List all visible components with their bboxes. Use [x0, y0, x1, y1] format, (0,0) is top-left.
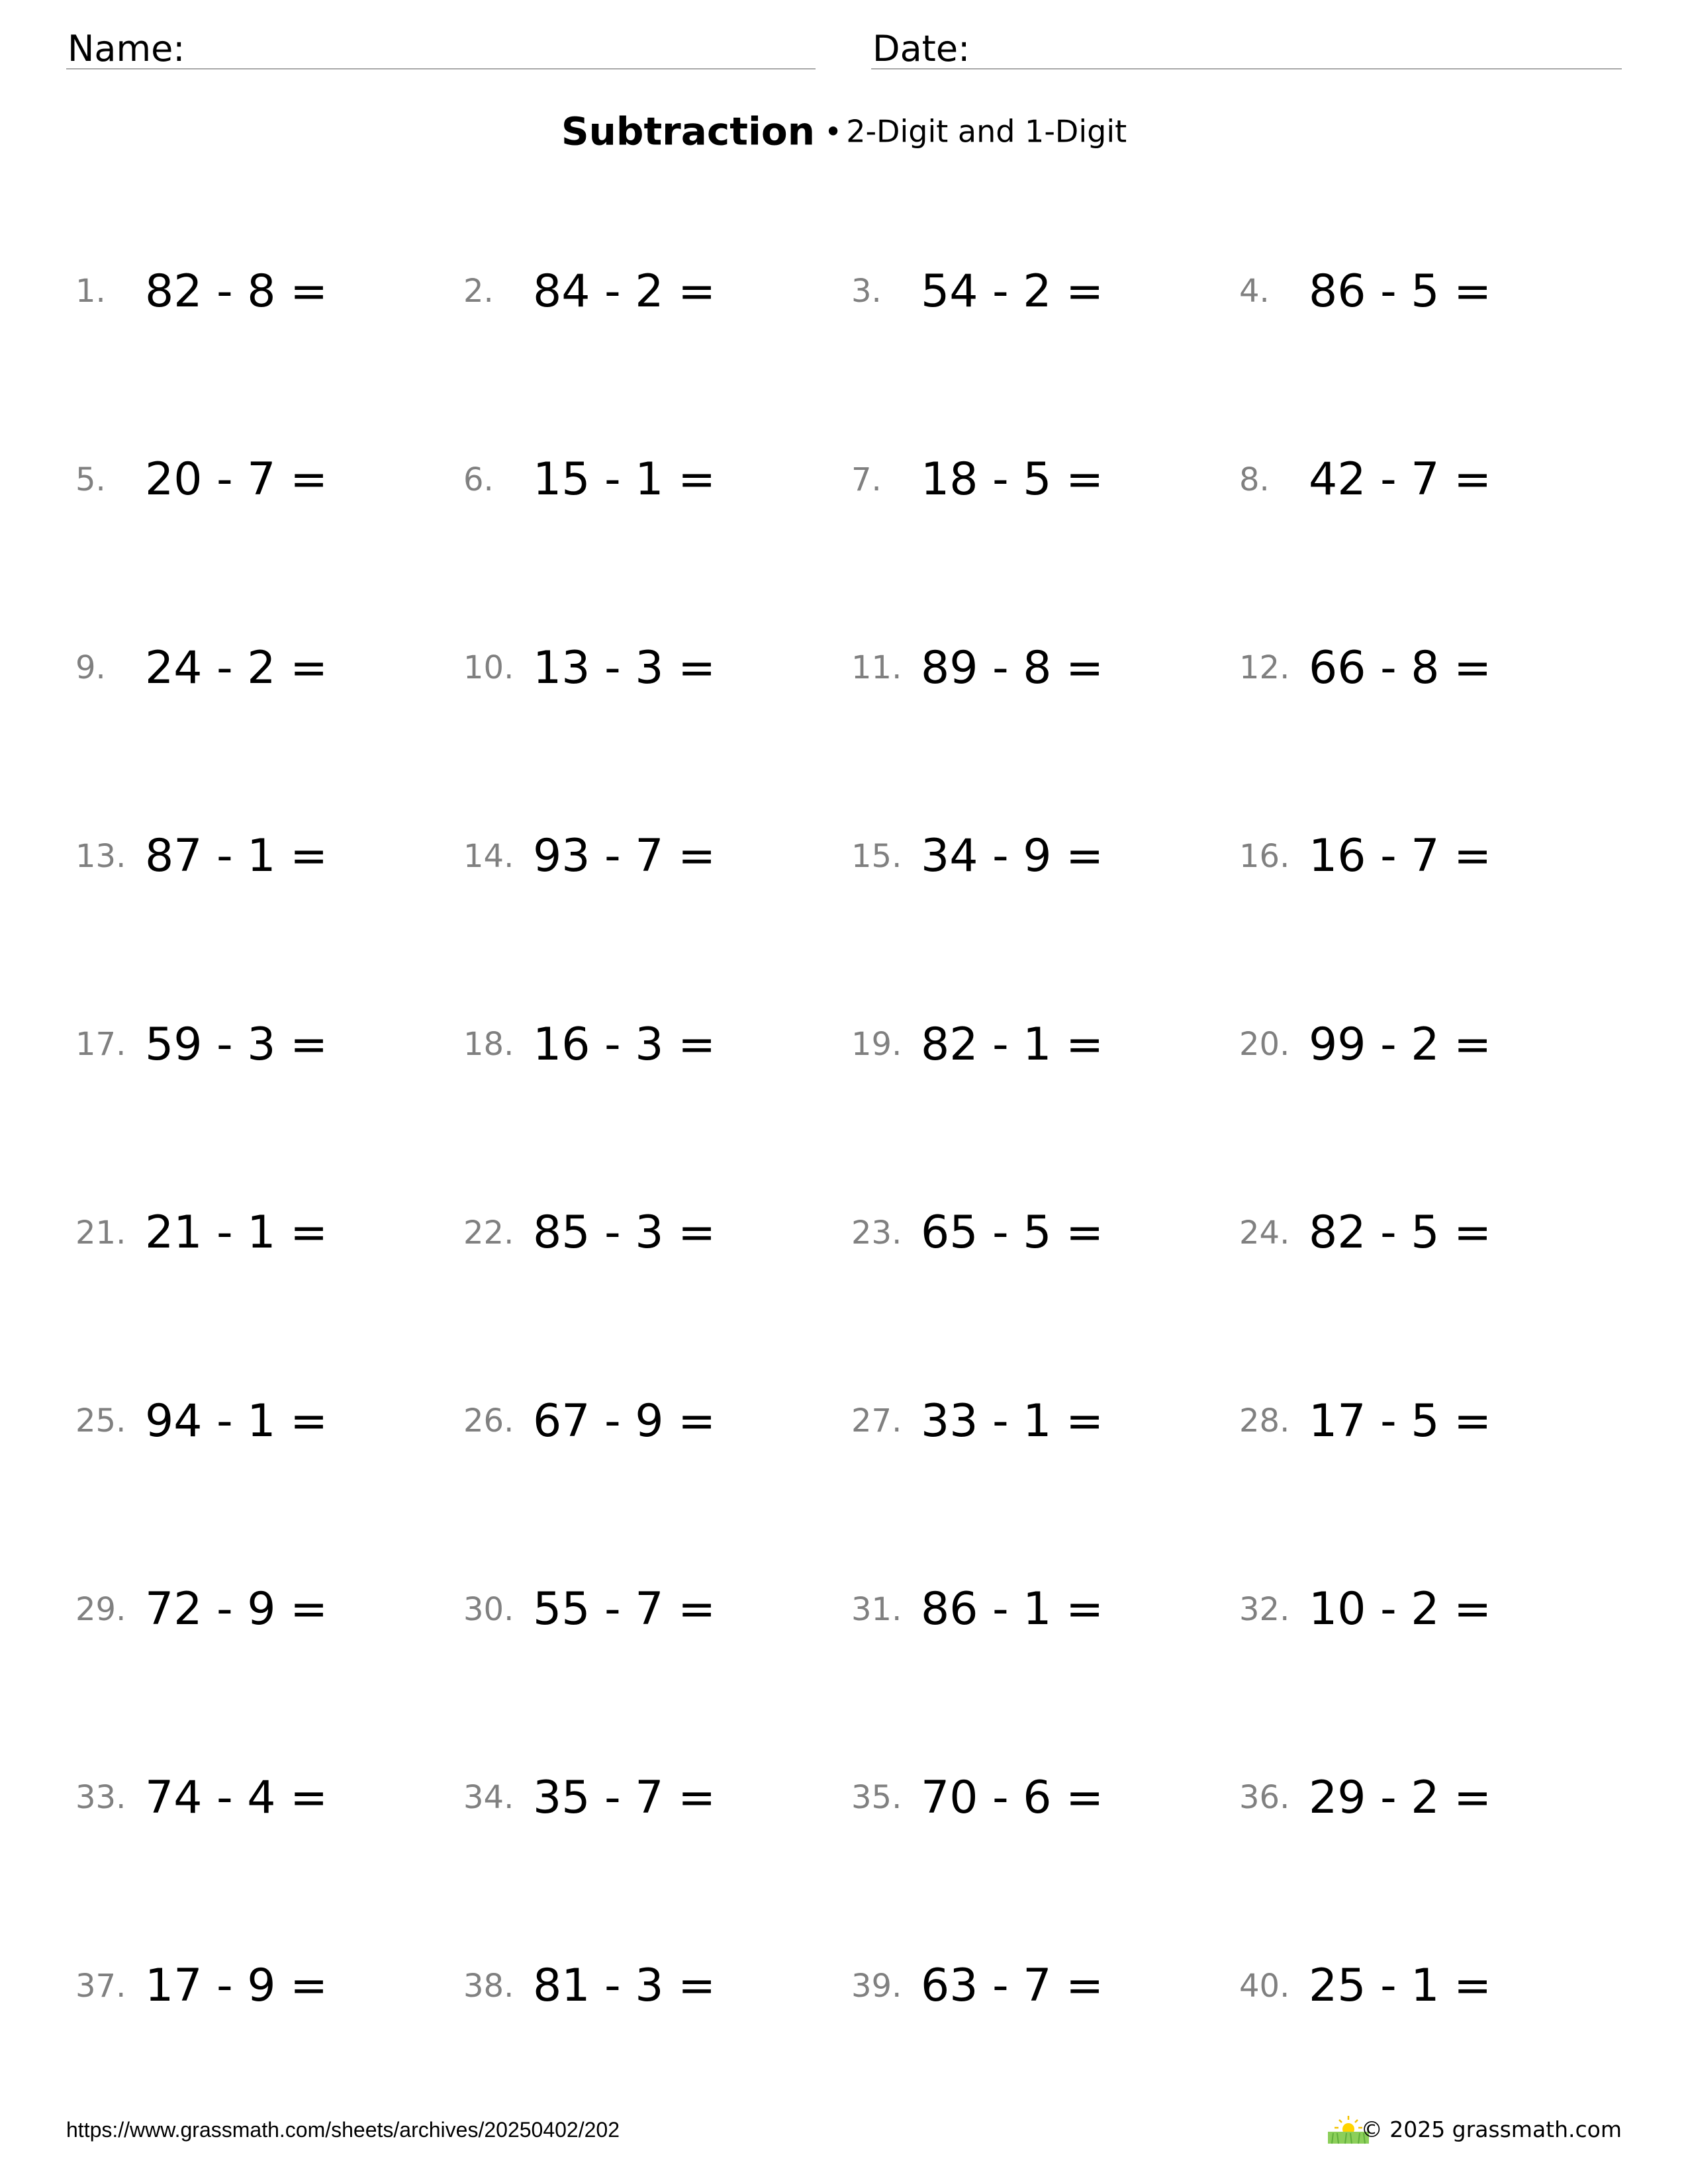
problem-number: 37. [75, 1967, 126, 2005]
problem-number: 23. [851, 1214, 902, 1251]
problem-expression: 82 - 1 = [921, 1018, 1104, 1071]
problem-item [851, 1764, 1103, 1831]
problem-number: 17. [75, 1026, 126, 1063]
problem-expression: 59 - 3 = [145, 1018, 328, 1071]
name-label: Name: [68, 28, 185, 69]
title-subtitle: 2-Digit and 1-Digit [846, 113, 1127, 150]
problem-item [851, 258, 1103, 324]
problem-number: 24. [1239, 1214, 1290, 1251]
problem-number: 27. [851, 1402, 902, 1439]
problem-expression: 34 - 9 = [921, 830, 1104, 882]
problem-item [851, 1576, 1103, 1643]
problem-number: 40. [1239, 1967, 1290, 2005]
problem-number: 4. [1239, 273, 1270, 310]
problem-expression: 82 - 8 = [145, 265, 328, 318]
problem-item [75, 823, 328, 889]
problem-expression: 17 - 9 = [145, 1960, 328, 2012]
problem-item [1239, 1764, 1491, 1831]
problem-number: 21. [75, 1214, 126, 1251]
problem-expression: 20 - 7 = [145, 453, 328, 506]
problem-item [851, 1953, 1103, 2019]
problem-expression: 87 - 1 = [145, 830, 328, 882]
footer-copyright: © 2025 grassmath.com [1360, 2116, 1622, 2142]
problem-number: 20. [1239, 1026, 1290, 1063]
problem-number: 11. [851, 649, 902, 686]
problem-item [851, 1200, 1103, 1266]
problem-expression: 86 - 5 = [1309, 265, 1492, 318]
problem-number: 13. [75, 837, 126, 875]
problem-expression: 86 - 1 = [921, 1583, 1104, 1635]
problem-number: 39. [851, 1967, 902, 2005]
problem-expression: 72 - 9 = [145, 1583, 328, 1635]
problem-item [75, 447, 328, 513]
problem-expression: 13 - 3 = [533, 641, 716, 694]
problem-number: 7. [851, 461, 882, 498]
problem-expression: 81 - 3 = [533, 1960, 716, 2012]
problem-expression: 54 - 2 = [921, 265, 1104, 318]
problem-number: 34. [463, 1779, 514, 1816]
problem-number: 14. [463, 837, 514, 875]
problem-item [1239, 258, 1491, 324]
problem-number: 9. [75, 649, 106, 686]
problem-number: 3. [851, 273, 882, 310]
problem-item [1239, 635, 1491, 701]
problem-expression: 82 - 5 = [1309, 1206, 1492, 1259]
problem-expression: 10 - 2 = [1309, 1583, 1492, 1635]
problem-expression: 35 - 7 = [533, 1771, 716, 1824]
problem-number: 5. [75, 461, 106, 498]
problem-item [1239, 1200, 1491, 1266]
problem-expression: 63 - 7 = [921, 1960, 1104, 2012]
problem-expression: 84 - 2 = [533, 265, 716, 318]
problem-expression: 18 - 5 = [921, 453, 1104, 506]
problem-number: 31. [851, 1590, 902, 1628]
problem-expression: 93 - 7 = [533, 830, 716, 882]
problem-number: 30. [463, 1590, 514, 1628]
date-field[interactable] [871, 23, 1622, 69]
problem-expression: 94 - 1 = [145, 1394, 328, 1447]
problem-expression: 74 - 4 = [145, 1771, 328, 1824]
problem-item [463, 447, 716, 513]
problem-item [75, 1388, 328, 1454]
problem-number: 8. [1239, 461, 1270, 498]
footer-url: https://www.grassmath.com/sheets/archives/20250402/202 [66, 2118, 620, 2142]
problem-expression: 24 - 2 = [145, 641, 328, 694]
problem-item [1239, 447, 1491, 513]
problem-expression: 16 - 7 = [1309, 830, 1492, 882]
problem-expression: 16 - 3 = [533, 1018, 716, 1071]
problem-item [463, 1200, 716, 1266]
problem-number: 28. [1239, 1402, 1290, 1439]
problem-number: 6. [463, 461, 494, 498]
problem-item [75, 1200, 328, 1266]
problem-item [463, 1953, 716, 2019]
problem-expression: 33 - 1 = [921, 1394, 1104, 1447]
problem-item [75, 258, 328, 324]
problem-item [75, 1764, 328, 1831]
name-field[interactable] [66, 23, 816, 69]
problem-expression: 21 - 1 = [145, 1206, 328, 1259]
problem-expression: 55 - 7 = [533, 1583, 716, 1635]
problem-number: 36. [1239, 1779, 1290, 1816]
problem-expression: 25 - 1 = [1309, 1960, 1492, 2012]
problem-item [851, 1011, 1103, 1077]
problem-expression: 85 - 3 = [533, 1206, 716, 1259]
problem-item [851, 635, 1103, 701]
problem-number: 15. [851, 837, 902, 875]
problem-expression: 17 - 5 = [1309, 1394, 1492, 1447]
problem-item [1239, 823, 1491, 889]
problem-number: 19. [851, 1026, 902, 1063]
problem-expression: 99 - 2 = [1309, 1018, 1492, 1071]
worksheet-title [0, 105, 1688, 158]
problem-number: 32. [1239, 1590, 1290, 1628]
problem-item [851, 1388, 1103, 1454]
date-label: Date: [872, 28, 970, 69]
problem-number: 16. [1239, 837, 1290, 875]
problem-item [463, 1388, 716, 1454]
problem-number: 2. [463, 273, 494, 310]
problem-item [75, 635, 328, 701]
problem-number: 10. [463, 649, 514, 686]
problem-item [75, 1011, 328, 1077]
problem-item [463, 1011, 716, 1077]
problem-item [1239, 1953, 1491, 2019]
problem-expression: 15 - 1 = [533, 453, 716, 506]
problem-item [1239, 1576, 1491, 1643]
problem-number: 35. [851, 1779, 902, 1816]
problem-expression: 29 - 2 = [1309, 1771, 1492, 1824]
problem-expression: 70 - 6 = [921, 1771, 1104, 1824]
problem-number: 12. [1239, 649, 1290, 686]
problem-expression: 42 - 7 = [1309, 453, 1492, 506]
problem-number: 22. [463, 1214, 514, 1251]
problem-number: 1. [75, 273, 106, 310]
problem-expression: 67 - 9 = [533, 1394, 716, 1447]
problem-number: 29. [75, 1590, 126, 1628]
problem-expression: 65 - 5 = [921, 1206, 1104, 1259]
problem-number: 18. [463, 1026, 514, 1063]
title-separator: • [824, 113, 843, 150]
problem-item [851, 823, 1103, 889]
problem-item [463, 1764, 716, 1831]
problem-number: 38. [463, 1967, 514, 2005]
problem-item [463, 823, 716, 889]
problem-item [1239, 1011, 1491, 1077]
problem-item [1239, 1388, 1491, 1454]
problem-item [463, 635, 716, 701]
problem-item [463, 258, 716, 324]
problem-number: 25. [75, 1402, 126, 1439]
problem-item [851, 447, 1103, 513]
problem-expression: 89 - 8 = [921, 641, 1104, 694]
problem-item [463, 1576, 716, 1643]
title-main: Subtraction [561, 109, 816, 154]
problem-item [75, 1576, 328, 1643]
problem-number: 33. [75, 1779, 126, 1816]
problem-number: 26. [463, 1402, 514, 1439]
problem-expression: 66 - 8 = [1309, 641, 1492, 694]
problem-item [75, 1953, 328, 2019]
